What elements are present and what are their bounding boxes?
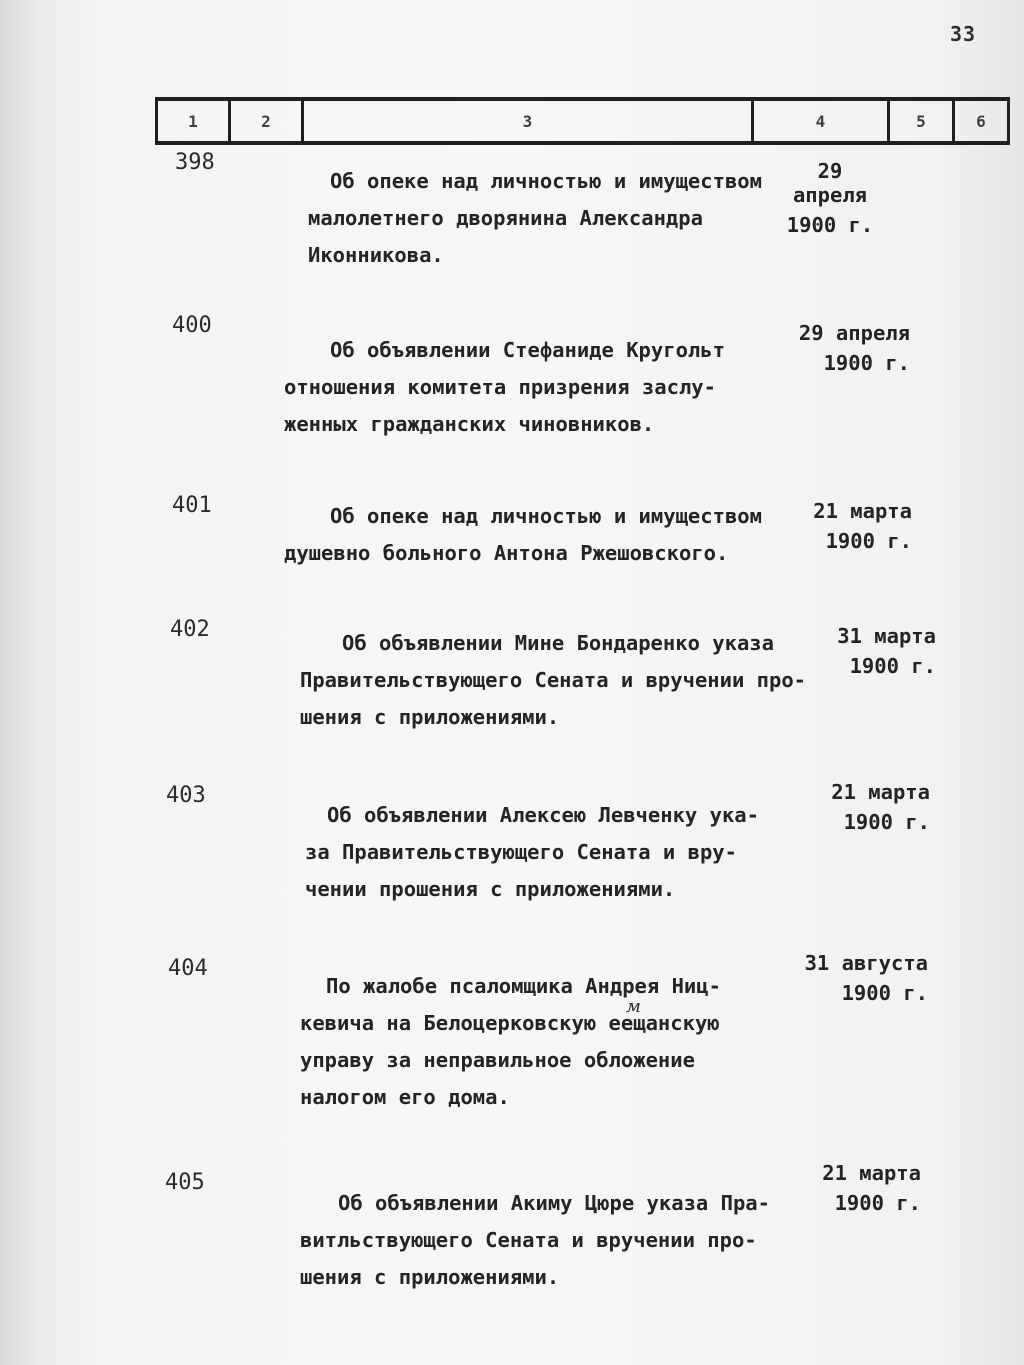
entry-date-line: 1900 г.: [825, 529, 912, 553]
column-header-2: 2: [228, 101, 301, 141]
entry-text-line: шения с приложениями.: [300, 705, 560, 729]
entry-text-line: шения с приложениями.: [300, 1265, 560, 1289]
column-header-5: 5: [887, 101, 952, 141]
entry-text-line: женных гражданских чиновников.: [284, 412, 655, 436]
entry-date-line: 1900 г.: [841, 981, 928, 1005]
entry-text-line: малолетнего дворянина Александра: [308, 206, 703, 230]
entry-number: 398: [175, 150, 215, 175]
entry-text: [305, 797, 759, 908]
entry-date-line: 1900 г.: [786, 213, 874, 237]
entry-date: [795, 1158, 921, 1218]
entry-date-line: 1900 г.: [849, 654, 936, 678]
entry-date-line: 1900 г.: [834, 1191, 921, 1215]
entry-text-line: за Правительствующего Сената и вру-: [305, 840, 737, 864]
entry-text-line: налогом его дома.: [300, 1085, 510, 1109]
entry-date-line: 1900 г.: [823, 351, 910, 375]
entry-date: [790, 948, 928, 1008]
entry-text-line: управу за неправильное обложение: [300, 1048, 695, 1072]
entry-number: 402: [170, 617, 210, 642]
entry-text-line: чении прошения с приложениями.: [305, 877, 676, 901]
entry-text: [284, 332, 725, 443]
column-header-1: 1: [155, 101, 228, 141]
entry-date-line: 29 апреля: [798, 321, 910, 345]
entry-number: 405: [165, 1170, 205, 1195]
entry-date-line: 21 марта: [813, 499, 912, 523]
entry-date-line: 31 марта: [837, 624, 936, 648]
entry-text-line: Об объявлении Стефаниде Кругольт: [330, 338, 725, 362]
entry-date-line: 31 августа: [804, 951, 928, 975]
entry-number: 400: [172, 313, 212, 338]
entry-date-line: 29: [817, 159, 843, 183]
entry-text-line: Об объявлении Мине Бондаренко указа: [342, 631, 774, 655]
entry-text-line: Иконникова.: [308, 243, 444, 267]
entry-date-line: 1900 г.: [843, 810, 930, 834]
entry-date: [770, 318, 910, 378]
entry-date-line: 21 марта: [831, 780, 930, 804]
entry-date: [775, 156, 885, 240]
entry-text-line: По жалобе псаломщика Андрея Ниц-: [326, 974, 721, 998]
entry-date: [770, 496, 912, 556]
entry-number: 404: [168, 956, 208, 981]
entry-text-line: душевно больного Антона Ржешовского.: [284, 541, 729, 565]
entry-text-line: Об объявлении Алексею Левченку ука-: [327, 803, 759, 827]
entry-text-line: витльствующего Сената и вручении про-: [300, 1228, 757, 1252]
entry-text: [284, 498, 762, 572]
entry-text: [308, 163, 762, 274]
column-header-table: [155, 97, 1010, 145]
entry-text-line: Об опеке над личностью и имуществом: [330, 169, 762, 193]
page-number: 33: [950, 22, 977, 46]
entry-number: 401: [172, 493, 212, 518]
entry-text: [300, 625, 806, 736]
entry-text-line: отношения комитета призрения заслу-: [284, 375, 716, 399]
entry-text: [300, 1185, 770, 1296]
entry-text-line: Об объявлении Акиму Цюре указа Пра-: [338, 1191, 770, 1215]
entry-date: [790, 777, 930, 837]
entry-text-line: кевича на Белоцерковскую еещанскую: [300, 1011, 720, 1035]
entry-date-line: 21 марта: [822, 1161, 921, 1185]
entry-number: 403: [166, 783, 206, 808]
entry-date: [800, 621, 936, 681]
column-header-6: 6: [952, 101, 1010, 141]
column-header-3: 3: [301, 101, 751, 141]
entry-text-line: Правительствующего Сената и вручении про-: [300, 668, 807, 692]
handwritten-correction: м: [626, 996, 641, 1017]
entry-text-line: Об опеке над личностью и имуществом: [330, 504, 762, 528]
entry-date-line: апреля: [792, 183, 868, 207]
column-header-4: 4: [751, 101, 887, 141]
entry-text: [300, 968, 721, 1116]
